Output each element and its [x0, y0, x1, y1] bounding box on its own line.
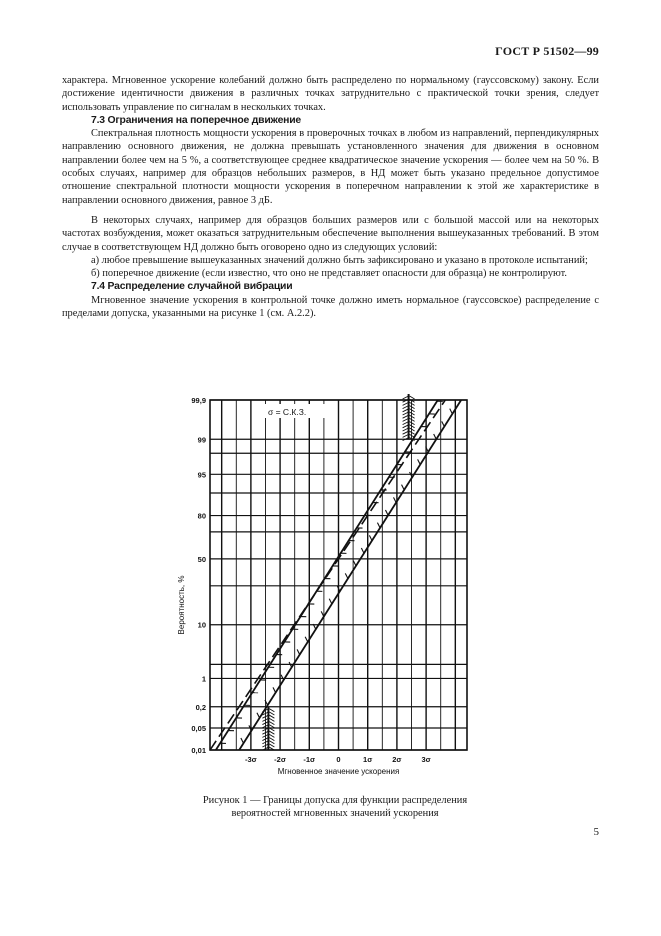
clip-hatch [269, 734, 274, 737]
clip-hatch [410, 396, 415, 399]
clip-hatch [410, 418, 415, 421]
hatch-mark [321, 611, 324, 616]
hatch-mark [297, 649, 300, 654]
body-text [62, 74, 599, 320]
caption-line: вероятностей мгновенных значений ускорения [231, 808, 439, 819]
clip-hatch [410, 412, 415, 415]
x-tick-label: -2σ [274, 755, 286, 764]
y-tick-label: 0,01 [191, 746, 206, 755]
clip-hatch [269, 738, 274, 741]
x-tick-label: -3σ [244, 755, 257, 764]
clip-hatch [410, 402, 415, 405]
y-tick-label: 10 [197, 620, 206, 630]
hatch-mark [273, 687, 276, 692]
probability-chart [170, 390, 500, 785]
x-tick-label: -1σ [303, 755, 316, 764]
hatch-mark [402, 485, 405, 490]
hatch-mark [394, 497, 397, 502]
y-tick-label: 95 [197, 470, 206, 480]
hatch-mark [305, 637, 308, 642]
clip-hatch [410, 431, 415, 434]
y-tick-label: 1 [201, 674, 206, 684]
hatch-mark [241, 738, 244, 743]
hatch-mark [377, 523, 380, 528]
hatch-mark [450, 409, 453, 414]
lower-tolerance-line [239, 400, 461, 750]
section-heading-7-3: 7.3 Ограничения на поперечное движение [91, 114, 301, 126]
paragraph: Мгновенное значение ускорения в контрольной точке должно иметь нормальное (гауссовское) распределение с пределами допуска, указанными на рисунке 1 (см. А.2.2). [62, 294, 599, 320]
x-axis-label: Мгновенное значение ускорения [277, 767, 400, 776]
clip-hatch [269, 725, 274, 728]
list-item: б) поперечное движение (если известно, что оно не представляет опасности для образца) не контролируют. [91, 268, 568, 280]
y-tick-label: 50 [197, 554, 206, 564]
y-tick-label: 99,9 [191, 396, 206, 405]
clip-hatch [269, 712, 274, 715]
legend-note: σ = С.К.З. [268, 407, 307, 417]
hatch-mark [385, 510, 388, 515]
clip-hatch [410, 409, 415, 412]
hatch-mark [329, 599, 332, 604]
y-tick-label: 0,05 [191, 723, 206, 733]
hatch-mark [361, 548, 364, 553]
clip-hatch [269, 718, 274, 721]
hatch-mark [345, 573, 348, 578]
hatch-mark [257, 713, 260, 718]
clip-hatch [269, 715, 274, 718]
clip-hatch [410, 422, 415, 425]
y-tick-label: 99 [197, 435, 206, 445]
hatch-mark [353, 561, 356, 566]
clip-hatch [269, 744, 274, 747]
y-tick-label: 80 [197, 511, 206, 521]
clip-hatch [269, 741, 274, 744]
caption-line: Рисунок 1 — Границы допуска для функции распределения [202, 795, 468, 806]
y-tick-label: 0,2 [195, 702, 206, 712]
upper-tolerance-line [216, 400, 438, 750]
list-item: а) любое превышение вышеуказанных значений должно быть зафиксировано и указано в протоколе испытаний; [91, 254, 588, 266]
clip-hatch [269, 731, 274, 734]
hatch-mark [369, 535, 372, 540]
hatch-mark [418, 459, 421, 464]
y-axis-label: Вероятность, % [177, 575, 186, 635]
clip-hatch [269, 722, 274, 725]
x-tick-label: 3σ [421, 755, 431, 764]
paragraph: В некоторых случаях, например для образцов больших размеров или с большой массой или на некоторых частотах возбуждения, может оказаться затруднительным обеспечение выполнения вышеуказанных требований. В этом случае в соответствующем НД должно быть оговорено одно из следующих условий: [62, 214, 599, 253]
figure-caption [170, 794, 500, 820]
section-heading-7-4: 7.4 Распределение случайной вибрации [91, 281, 293, 293]
clip-hatch [410, 428, 415, 431]
paragraph: характера. Мгновенное ускорение колебаний должно быть распределено по нормальному (гауссовскому) закону. Если достижение идентичности движения в различных точках затруднительно с практической точки зрения, следует использовать управление по сигналам в нескольких точках. [62, 75, 599, 113]
x-tick-label: 2σ [392, 755, 402, 764]
clip-hatch [410, 415, 415, 418]
clip-hatch [410, 425, 415, 428]
clip-hatch [410, 406, 415, 409]
x-tick-label: 1σ [363, 755, 373, 764]
hatch-mark [281, 675, 284, 680]
document-code: ГОСТ Р 51502—99 [495, 44, 599, 58]
hatch-mark [442, 421, 445, 426]
clip-hatch [269, 709, 274, 712]
hatch-mark [434, 434, 437, 439]
x-tick-label: 0 [336, 755, 341, 764]
page-number: 5 [593, 826, 599, 838]
paragraph: Спектральная плотность мощности ускорения в проверочных точках в любом из направлений, перпендикулярных направлению основного движения, не должна превышать установленного значения для движения в основном направлении более чем на 5 %, а соответствующее среднее квадратическое значение ускорения — более чем на 50 %. В особых случаях, например для образцов небольших размеров, в НД может быть указано предельное допустимое отношение спектральной плотности мощности ускорения в поперечном направлении к этой же характеристике в направлении основного движения, равное 3 дБ. [62, 128, 599, 206]
